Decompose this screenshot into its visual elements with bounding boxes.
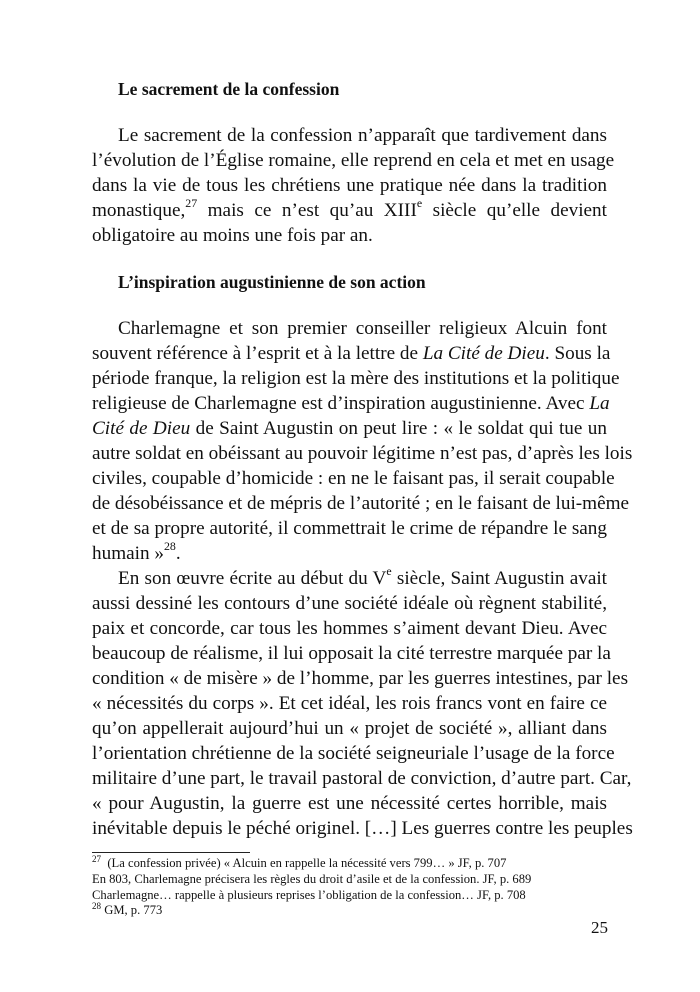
footnote-text: (La confession privée) « Alcuin en rappelle la nécessité vers 799… » JF, p. 707 bbox=[107, 856, 507, 870]
section-heading-augustinian: L’inspiration augustinienne de son action bbox=[118, 272, 426, 292]
footnote-separator bbox=[92, 852, 250, 853]
text-line: et de sa propre autorité, il commettrait le crime de répandre le sang bbox=[92, 518, 607, 539]
text-line: Le sacrement de la confession n’apparaît que tardivement dans bbox=[118, 125, 607, 146]
text-line: civiles, coupable d’homicide : en ne le faisant pas, il serait coupable bbox=[92, 468, 615, 489]
text-line bbox=[118, 564, 607, 589]
text-line bbox=[92, 343, 611, 364]
superscript: e bbox=[386, 564, 392, 579]
footnote-28 bbox=[92, 901, 163, 917]
book-title: La Cité de Dieu bbox=[422, 343, 545, 364]
text-run: humain » bbox=[92, 543, 164, 564]
book-title: La bbox=[589, 393, 610, 414]
text-line: dans la vie de tous les chrétiens une pratique née dans la tradition bbox=[92, 175, 607, 196]
superscript: e bbox=[416, 196, 423, 211]
text-line: obligatoire au moins une fois par an. bbox=[92, 225, 373, 246]
text-run: mais ce n’est qu’au XIII bbox=[197, 200, 417, 221]
footnote-mark: 28 bbox=[92, 901, 102, 912]
text-run: . Sous la bbox=[544, 343, 611, 364]
text-run: siècle qu’elle devient bbox=[422, 200, 607, 221]
text-run: de Saint Augustin on peut lire : « le soldat qui tue un bbox=[190, 418, 607, 439]
text-line: de désobéissance et de mépris de l’autorité ; en le faisant de lui-même bbox=[92, 493, 630, 514]
text-run: . bbox=[175, 543, 181, 564]
text-run: En son œuvre écrite au début du V bbox=[118, 568, 387, 589]
text-line: aussi dessiné les contours d’une société idéale où règnent stabilité, bbox=[92, 593, 607, 614]
text-line: « pour Augustin, la guerre est une nécessité certes horrible, mais bbox=[92, 793, 607, 814]
book-title: Cité de Dieu bbox=[92, 418, 191, 439]
text-line: l’évolution de l’Église romaine, elle reprend en cela et met en usage bbox=[92, 150, 615, 171]
text-line: Charlemagne et son premier conseiller religieux Alcuin font bbox=[118, 318, 607, 339]
text-line: militaire d’une part, le travail pastoral de conviction, d’autre part. Car, bbox=[92, 768, 632, 789]
text-line: l’orientation chrétienne de la société seigneuriale l’usage de la force bbox=[92, 743, 615, 764]
text-line: « nécessités du corps ». Et cet idéal, les rois francs vont en faire ce bbox=[92, 693, 607, 714]
text-run: religieuse de Charlemagne est d’inspiration augustinienne. Avec bbox=[92, 393, 590, 414]
text-line: qu’on appellerait aujourd’hui un « projet de société », alliant dans bbox=[92, 718, 607, 739]
footnote-ref-27: 27 bbox=[185, 196, 198, 211]
text-line: période franque, la religion est la mère des institutions et la politique bbox=[92, 368, 620, 389]
footnote-mark: 27 bbox=[92, 854, 102, 865]
text-line: condition « de misère » de l’homme, par les guerres intestines, par les bbox=[92, 668, 629, 689]
footnote-text: En 803, Charlemagne précisera les règles du droit d’asile et de la confession. JF, p. 689 bbox=[92, 872, 532, 886]
footnote-text: GM, p. 773 bbox=[104, 903, 163, 917]
text-line bbox=[92, 539, 607, 564]
footnote-27 bbox=[92, 854, 507, 870]
text-line: inévitable depuis le péché originel. […] Les guerres contre les peuples bbox=[92, 818, 633, 839]
text-line: autre soldat en obéissant au pouvoir légitime n’est pas, d’après les lois bbox=[92, 443, 633, 464]
text-run: monastique, bbox=[92, 200, 186, 221]
text-line bbox=[92, 196, 607, 221]
text-line bbox=[92, 393, 610, 414]
footnote-ref-28: 28 bbox=[163, 539, 176, 554]
text-line: beaucoup de réalisme, il lui opposait la cité terrestre marquée par la bbox=[92, 643, 611, 664]
text-line bbox=[92, 419, 607, 438]
footnote-text: Charlemagne… rappelle à plusieurs reprises l’obligation de la confession… JF, p. 708 bbox=[92, 888, 526, 902]
text-run: siècle, Saint Augustin avait bbox=[391, 568, 607, 589]
page-number: 25 bbox=[591, 918, 608, 937]
text-line: paix et concorde, car tous les hommes s’aiment devant Dieu. Avec bbox=[92, 618, 607, 639]
text-run: souvent référence à l’esprit et à la lettre de bbox=[92, 343, 423, 364]
section-heading-confession: Le sacrement de la confession bbox=[118, 79, 340, 99]
